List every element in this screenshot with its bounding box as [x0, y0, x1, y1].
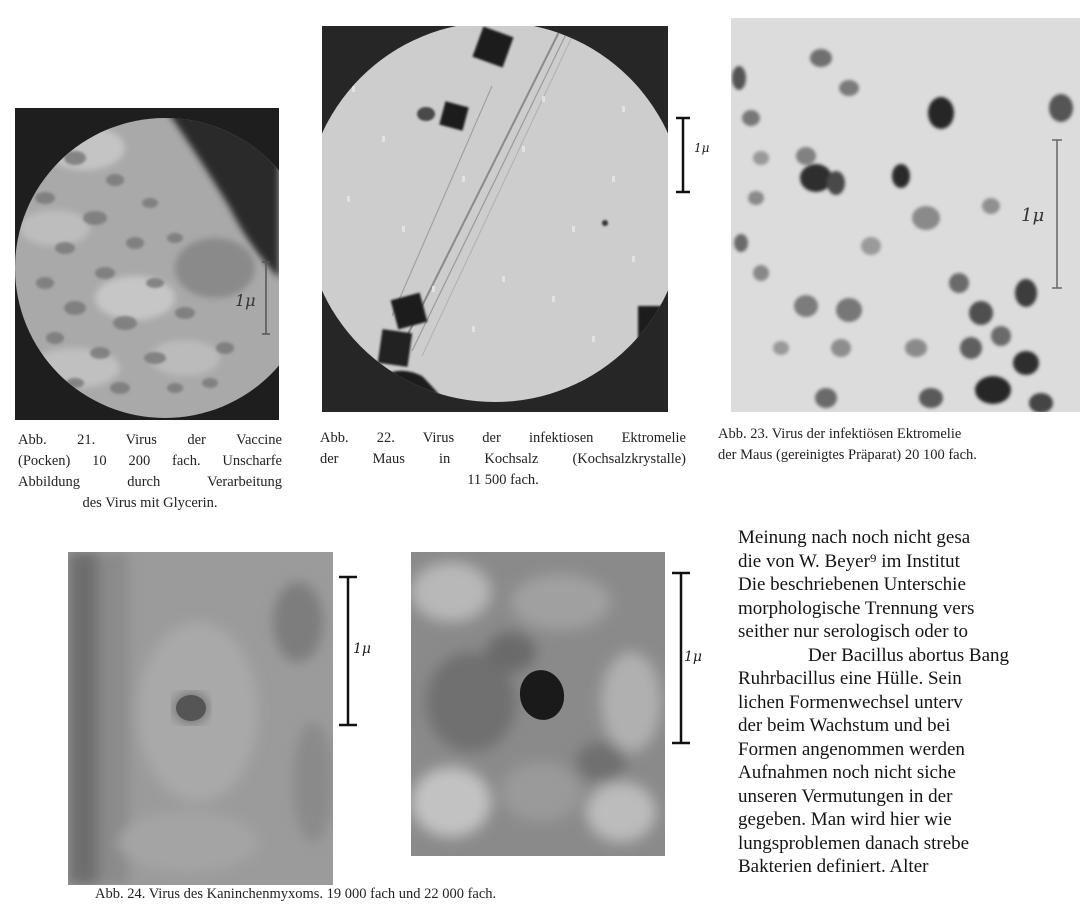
body-line: Die beschriebenen Unterschie — [738, 574, 966, 595]
figure-22-micrograph — [322, 26, 668, 412]
body-line: Aufnahmen noch nicht siche — [738, 762, 956, 783]
figure-22-caption: Abb. 22. Virus der infektiosen Ektromelie der Maus in Kochsalz (Kochsalzkrystalle) 11 500 fach. — [320, 430, 686, 488]
figure-24-caption-text: Abb. 24. Virus des Kaninchenmyxoms. 19 000 fach und 22 000 fach. — [95, 886, 497, 902]
body-line: gegeben. Man wird hier wie — [738, 809, 952, 830]
body-text-column — [738, 526, 1080, 879]
body-line: unseren Vermutungen in der — [738, 785, 953, 807]
figure-22-scale-label: 1μ — [694, 141, 710, 155]
body-line: Meinung nach noch nicht gesa — [738, 527, 971, 548]
body-line: lichen Formenwechsel unterv — [738, 691, 963, 713]
body-line: die von W. Beyer⁹ im Institut — [738, 550, 960, 572]
figure-23-micrograph — [731, 18, 1080, 412]
body-line: Der Bacillus abortus Bang — [808, 644, 1010, 666]
body-line: Ruhrbacillus eine Hülle. Sein — [738, 668, 962, 689]
figure-24-right-scale-label: 1μ — [684, 649, 703, 665]
body-line: seither nur serologisch oder to — [738, 621, 969, 642]
figure-23-scale-label: 1μ — [1021, 205, 1045, 226]
body-line: lungsproblemen danach strebe — [738, 832, 970, 854]
body-line: morphologische Trennung vers — [738, 597, 975, 619]
body-line: Bakterien definiert. Alter — [738, 856, 929, 877]
figure-23-caption: Abb. 23. Virus der infektiösen Ektromelie der Maus (gereinigtes Präparat) 20 100 fach. — [718, 426, 977, 463]
figure-21-micrograph — [15, 108, 279, 420]
figure-21-caption: Abb. 21. Virus der Vaccine (Pocken) 10 200 fach. Unscharfe Abbildung durch Verarbeitung des Virus mit Glycerin. — [18, 432, 282, 511]
body-line: Formen angenommen werden — [738, 738, 965, 760]
figure-21-scale-label: 1μ — [235, 291, 256, 310]
body-line: der beim Wachstum und bei — [738, 715, 951, 736]
figure-24-left-micrograph — [68, 552, 333, 885]
figure-24-right-micrograph — [411, 552, 665, 856]
figure-22-scale-bar — [674, 116, 714, 196]
figure-24-left-scale-label: 1μ — [353, 641, 372, 657]
